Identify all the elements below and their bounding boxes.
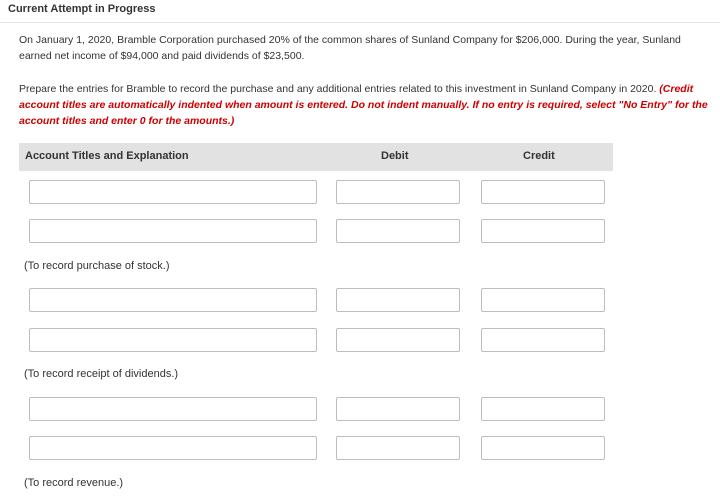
table-header: [19, 143, 613, 171]
credit-input[interactable]: [481, 328, 605, 352]
credit-input[interactable]: [481, 219, 605, 243]
account-title-input[interactable]: [29, 219, 317, 243]
account-title-input[interactable]: [29, 328, 317, 352]
account-title-input[interactable]: [29, 180, 317, 204]
header-title: Current Attempt in Progress: [8, 3, 156, 15]
journal-row: [0, 180, 720, 204]
credit-input[interactable]: [481, 288, 605, 312]
debit-input[interactable]: [336, 288, 460, 312]
journal-row: [0, 436, 720, 460]
instruction-text: Prepare the entries for Bramble to record the purchase and any additional entries related to this investment in Sunland Company in 2020.: [19, 83, 657, 95]
column-header-debit: Debit: [381, 150, 409, 162]
problem-statement: [19, 32, 709, 64]
journal-row: [0, 328, 720, 352]
debit-input[interactable]: [336, 219, 460, 243]
credit-input[interactable]: [481, 180, 605, 204]
instruction-note: (Credit account titles are automatically indented when amount is entered. Do not indent manually. If no entry is required, select "No Entry" for the account titles and enter 0 for the amounts.): [19, 83, 708, 127]
credit-input[interactable]: [481, 436, 605, 460]
journal-row: [0, 288, 720, 312]
journal-row: [0, 397, 720, 421]
credit-input[interactable]: [481, 397, 605, 421]
header-divider: [0, 22, 720, 23]
account-title-input[interactable]: [29, 436, 317, 460]
debit-input[interactable]: [336, 180, 460, 204]
account-title-input[interactable]: [29, 288, 317, 312]
entry-memo: (To record purchase of stock.): [24, 260, 170, 272]
account-title-input[interactable]: [29, 397, 317, 421]
debit-input[interactable]: [336, 328, 460, 352]
debit-input[interactable]: [336, 436, 460, 460]
entry-memo: (To record revenue.): [24, 477, 124, 489]
debit-input[interactable]: [336, 397, 460, 421]
column-header-credit: Credit: [523, 150, 555, 162]
problem-text: On January 1, 2020, Bramble Corporation purchased 20% of the common shares of Sunland Company for $206,000. During the year, Sunland earned net income of $94,000 and paid dividends of $23,500.: [19, 34, 681, 62]
column-header-account: Account Titles and Explanation: [25, 150, 189, 162]
entry-memo: (To record receipt of dividends.): [24, 368, 179, 380]
journal-row: [0, 219, 720, 243]
instructions: [19, 81, 709, 129]
